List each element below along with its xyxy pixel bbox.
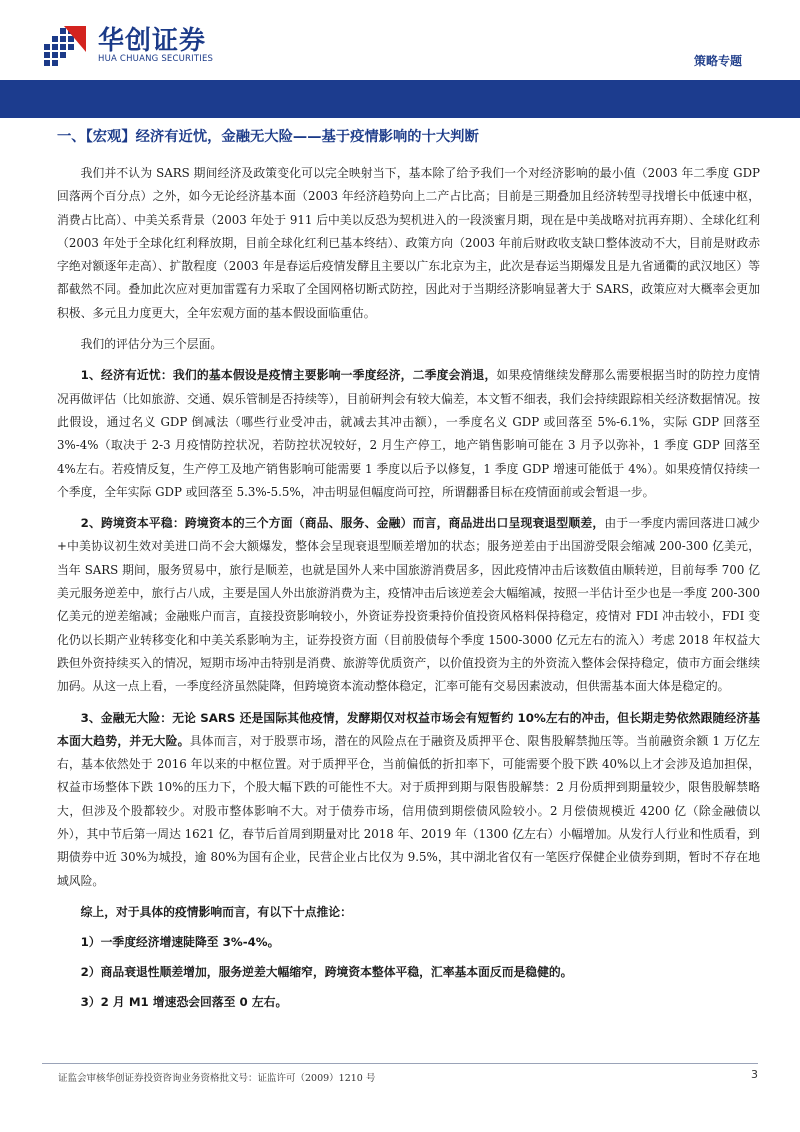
- page-number: 3: [751, 1068, 758, 1081]
- paragraph-assessment-levels: 我们的评估分为三个层面。: [80, 337, 223, 352]
- report-type-label: 策略专题: [693, 54, 742, 68]
- paragraph-financial-risk: [57, 707, 760, 893]
- capital-body: 由于一季度内需回落进口减少+中美协议初生效对美进口尚不会大额爆发，整体会呈现衰退型顺差增加的状态；服务逆差由于出国游受限会缩减 200-300 亿美元，当年 SARS 期间，服务贸易中，旅行是顺差，也就是国外人来中国旅游消费居多，因此疫情冲击后该数值由顺转逆，目前每季 700 亿美元服务逆差中，旅行占八成，主要是国人外出旅游消费为主，疫情冲击后该逆差会大幅缩减，按照一半估计至少也是一季度 200-300 亿美元的逆差缩减；金融账户而言，直接投资影响较小，外资证券投资秉持价值投资风格料保持稳定，疫情对 FDI 冲击较小，FDI 变化仍以长期产业转移变化和中美关系影响为主，证券投资方面（目前股债每个季度 1500-3000 亿元左右的流入）考虑 2018 年权益大跌但外资持续买入的情况，短期市场冲击特别是消费、旅游等优质资产，以价值投资为主的外资流入整体会保持稳定，债市方面会继续加码。从这一点上看，一季度经济虽然陡降，但跨境资本流动整体稳定，汇率可能有交易因素波动，但供需基本面大体是稳定的。: [57, 516, 760, 694]
- economy-body: 如果疫情继续发酵那么需要根据当时的防控力度情况再做评估（比如旅游、交通、娱乐管制是否持续等），目前研判会有较大偏差，本文暂不细表，我们会持续跟踪相关经济数据情况。按此假设，通过名义 GDP 倒减法（哪些行业受冲击，就减去其冲击额），一季度名义 GDP 或回落至 5%-6.1%，实际 GDP 回落至 3%-4%（取决于 2-3 月疫情防控状况，若防控状况较好，2 月生产停工，地产销售影响可能在 3 月予以弥补，1 季度 GDP 回落至 4%左右。若疫情反复，生产停工及地产销售影响可能需要 1 季度以后予以修复，1 季度 GDP 增速可能低于 4%）。如果疫情仅持续一个季度，全年实际 GDP 或回落至 5.3%-5.5%，冲击明显但幅度尚可控，所谓翻番目标在疫情面前或会暂退一步。: [57, 368, 760, 499]
- paragraph-economy: [57, 364, 760, 504]
- brand-name-english: HUA CHUANG SECURITIES: [98, 54, 214, 64]
- paragraph-intro: 我们并不认为 SARS 期间经济及政策变化可以完全映射当下，基本除了给予我们一个对经济影响的最小值（2003 年二季度 GDP 回落两个百分点）之外，如今无论经济基本面（2003 年经济趋势向上二产占比高；目前是三期叠加且经济转型寻找增长中低速中枢，消费占比高）、中美关系背景（2003 年处于 911 后中美以反恐为契机进入的一段淡蜜月期，现在是中美战略对抗再弃期）、全球化红利（2003 年处于全球化红利释放期，目前全球化红利已基本终结）、政策方向（2003 年前后财政收支缺口整体波动不大，目前是财政赤字绝对额逐年走高）、扩散程度（2003 年是春运后疫情发酵且主要以广东北京为主，此次是春运当期爆发且是九省通衢的武汉地区）等都截然不同。叠加此次应对更加雷霆有力采取了全国网格切断式防控，因此对于当期经济影响显著大于 SARS，政策应对大概率会更加积极、多元且力度更大，全年宏观方面的基本假设面临重估。: [57, 166, 760, 320]
- header-band: [0, 80, 800, 118]
- conclusion-item-1: 1）一季度经济增速陡降至 3%-4%。: [80, 934, 280, 949]
- conclusion-item-3: 3）2 月 M1 增速恐会回落至 0 左右。: [80, 994, 288, 1009]
- page-body: [57, 124, 760, 1021]
- section-heading: 一、【宏观】经济有近忧，金融无大险——基于疫情影响的十大判断: [57, 129, 479, 145]
- conclusion-intro: 综上，对于具体的疫情影响而言，有以下十点推论：: [80, 904, 352, 919]
- finance-body: 具体而言，对于股票市场，潜在的风险点在于融资及质押平仓、限售股解禁抛压等。当前融资余额 1 万亿左右，基本依然处于 2016 年以来的中枢位置。对于质押平仓，当前偏低的折扣率下，可能需要个股下跌 40%以上才会涉及追加担保，权益市场整体下跌 10%的压力下，个股大幅下跌的可能性不大。对于质押到期与限售股解禁：2 月份质押到期量较少，限售股解禁略大，但涉及个股都较少。对股市整体影响不大。对于债券市场，信用债到期偿债风险较小。2 月偿债规模近 4200 亿（除金融债以外），其中节后第一周达 1621 亿，春节后首周到期量对比 2018 年、2019 年（1300 亿左右）小幅增加。从发行人行业和性质看，到期债券中近 30%为城投，逾 80%为国有企业，民营企业占比仅为 9.5%，其中湖北省仅有一笔医疗保健企业债券到期，暂时不存在地域风险。: [57, 733, 760, 888]
- page-header: [0, 0, 800, 80]
- economy-lead: 1、经济有近忧：我们的基本假设是疫情主要影响一季度经济，二季度会消退，: [80, 368, 497, 383]
- huachuang-logo-icon: [42, 22, 88, 66]
- footer-disclaimer: 证监会审核华创证券投资咨询业务资格批文号：证监许可（2009）1210 号: [58, 1073, 376, 1084]
- paragraph-cross-border-capital: [57, 512, 760, 698]
- conclusion-item-2: 2）商品衰退性顺差增加，服务逆差大幅缩窄，跨境资本整体平稳，汇率基本面反而是稳健的。: [80, 964, 573, 979]
- finance-lead: 3、金融无大险：无论 SARS 还是国际其他疫情，发酵期仅对权益市场会有短暂约 10%左右的冲击，但长期走势依然跟随经济基本面大趋势，并无大险。: [57, 710, 760, 748]
- brand-name: 华创证券: [98, 26, 207, 56]
- footer-divider: [42, 1063, 758, 1064]
- capital-lead: 2、跨境资本平稳：跨境资本的三个方面（商品、服务、金融）而言，商品进出口呈现衰退型顺差，: [80, 516, 605, 531]
